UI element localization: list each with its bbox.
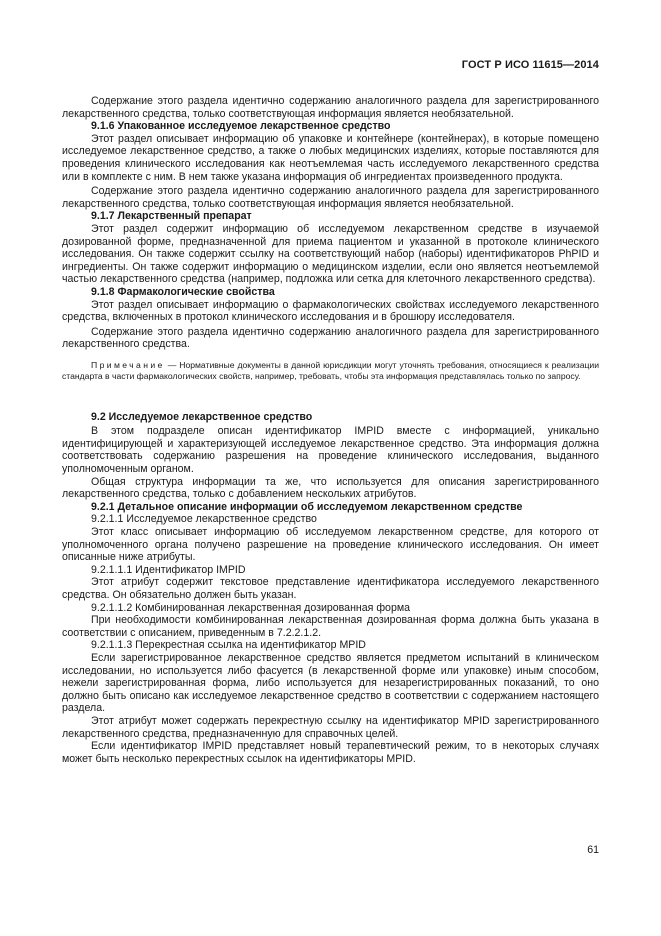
paragraph: Этот класс описывает информацию об исследуемом лекарственном средстве, для которого от уполномоченного органа получено разрешение на проведение клинического исследования. Он имеет описанные ниже атрибуты. — [62, 526, 599, 564]
page-number: 61 — [587, 844, 599, 856]
section-heading-9-1-7: 9.1.7 Лекарственный препарат — [91, 210, 252, 223]
document-body — [62, 95, 599, 765]
paragraph: Содержание этого раздела идентично содержанию аналогичного раздела для зарегистрированного лекарственного средства. — [62, 325, 599, 351]
paragraph: Этот атрибут может содержать перекрестную ссылку на идентификатор MPID зарегистрированного лекарственного средства, предназначенную для справочных целей. — [62, 714, 599, 740]
note-label: Примечание — [91, 359, 165, 370]
paragraph: Если идентификатор IMPID представляет новый терапевтический режим, то в некоторых случаях может быть несколько перекрестных ссылок на идентификаторы MPID. — [62, 740, 599, 765]
section-heading-9-2: 9.2 Исследуемое лекарственное средство — [91, 410, 313, 423]
paragraph: В этом подразделе описан идентификатор IMPID вместе с информацией, уникально идентифицирующей и характеризующей исследуемое лекарственное средство. Эта информация должна соответствовать содержанию разрешения на проведение клинического исследования, выданного уполномоченным органом. — [62, 425, 599, 476]
paragraph: Этот атрибут содержит текстовое представление идентификатора исследуемого лекарственного средства. Он обязательно должен быть указан. — [62, 576, 599, 601]
note — [62, 360, 599, 383]
document-code-header: ГОСТ Р ИСО 11615—2014 — [461, 59, 599, 71]
subsection-heading: 9.2.1.1.1 Идентификатор IMPID — [91, 563, 246, 576]
subsection-heading: 9.2.1.1 Исследуемое лекарственное средство — [91, 513, 317, 526]
paragraph: Этот раздел содержит информацию об исследуемом лекарственном средстве в изучаемой дозированной форме, предназначенной для приема пациентом и указанной в протоколе клинического исследования. Он также содержит ссылку на соответствующий набор (наборы) идентификаторов PhPID и ингредиенты. Он также содержит информацию о медицинском изделии, если оно является неотъемлемой частью лекарственного средства (например, подложка или сетка для клеточного лекарственного средства). — [62, 222, 599, 286]
paragraph: Содержание этого раздела идентично содержанию аналогичного раздела для зарегистрированного лекарственного средства, только соответствующая информация является необязательной. — [62, 95, 599, 120]
paragraph: При необходимости комбинированная лекарственная дозированная форма должна быть указана в соответствии с описанием, приведенным в 7.2.2.1.2. — [62, 614, 599, 639]
paragraph: Содержание этого раздела идентично содержанию аналогичного раздела для зарегистрированного лекарственного средства, только соответствующая информация является необязательной. — [62, 185, 599, 210]
paragraph: Если зарегистрированное лекарственное средство является предметом испытаний в клиническом исследовании, но используется либо фасуется (в лекарственной форме или упаковке) иным способом, нежели зарегистрированная форма, либо используется для незарегистрированных показаний, то оно должно быть описано как исследуемое лекарственное средство в соответствии с содержанием настоящего раздела. — [62, 651, 599, 715]
note-text: — Нормативные документы в данной юрисдикции могут уточнять требования, относящиеся к реализации стандарта в части фармакологических свойств, например, требовать, чтобы эта информация представлялась только по запросу. — [62, 359, 599, 382]
section-heading-9-1-8: 9.1.8 Фармакологические свойства — [91, 285, 275, 298]
paragraph: Этот раздел описывает информацию о фармакологических свойствах исследуемого лекарственного средства, включенных в протокол клинического исследования и в брошюру исследователя. — [62, 298, 599, 324]
section-heading-9-1-6: 9.1.6 Упакованное исследуемое лекарственное средство — [91, 120, 391, 133]
paragraph: Этот раздел описывает информацию об упаковке и контейнере (контейнерах), в которые помещено исследуемое лекарственное средство, а также о любых медицинских изделиях, которые поставляются для проведения клинического исследования как неотъемлемая часть исследуемого лекарственного средства или в комплекте с ним. В нем также указана информация об ингредиентах произведенного продукта. — [62, 132, 599, 183]
subsection-heading: 9.2.1.1.2 Комбинированная лекарственная дозированная форма — [91, 601, 411, 614]
section-heading-9-2-1: 9.2.1 Детальное описание информации об исследуемом лекарственном средстве — [91, 500, 523, 513]
paragraph: Общая структура информации та же, что используется для описания зарегистрированного лекарственного средства, только с добавлением нескольких атрибутов. — [62, 475, 599, 501]
subsection-heading: 9.2.1.1.3 Перекрестная ссылка на идентификатор MPID — [91, 639, 366, 652]
